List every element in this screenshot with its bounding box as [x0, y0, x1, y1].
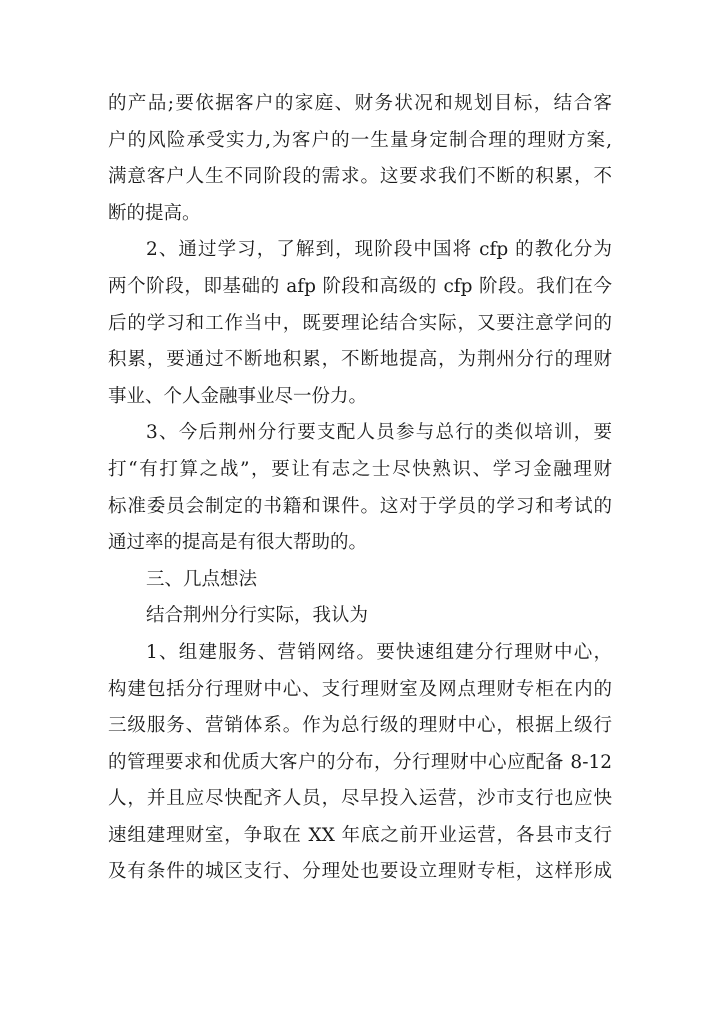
- text-line-22: 及有条件的城区支行、分理处也要设立理财专柜，这样形成: [108, 861, 612, 883]
- text-line-6: 两个阶段，即基础的 afp 阶段和高级的 cfp 阶段。我们在今: [108, 275, 612, 297]
- text-line-5: 2、通过学习，了解到，现阶段中国将 cfp 的教化分为: [146, 239, 612, 261]
- text-line-17: 构建包括分行理财中心、支行理财室及网点理财专柜在内的: [108, 678, 612, 700]
- text-line-8: 积累，要通过不断地积累，不断地提高，为荆州分行的理财: [108, 349, 612, 371]
- text-line-21: 速组建理财室，争取在 XX 年底之前开业运营，各县市支行: [108, 824, 612, 846]
- text-line-4: 断的提高。: [108, 202, 201, 224]
- text-line-13: 通过率的提高是有很大帮助的。: [108, 532, 368, 554]
- text-line-2: 户的风险承受实力,为客户的一生量身定制合理的理财方案,: [108, 129, 612, 151]
- text-line-19: 的管理要求和优质大客户的分布，分行理财中心应配备 8-12: [108, 751, 612, 773]
- text-line-10: 3、今后荆州分行要支配人员参与总行的类似培训，要: [146, 422, 612, 444]
- text-line-11: 打“有打算之战”，要让有志之士尽快熟识、学习金融理财: [108, 458, 612, 480]
- text-line-20: 人，并且应尽快配齐人员，尽早投入运营，沙市支行也应快: [108, 788, 612, 810]
- text-line-9: 事业、个人金融事业尽一份力。: [108, 385, 368, 407]
- text-line-12: 标准委员会制定的书籍和课件。这对于学员的学习和考试的: [108, 495, 612, 517]
- document-body: [108, 86, 612, 891]
- text-line-15: 结合荆州分行实际，我认为: [146, 605, 369, 627]
- text-line-18: 三级服务、营销体系。作为总行级的理财中心，根据上级行: [108, 715, 612, 737]
- text-line-7: 后的学习和工作当中，既要理论结合实际，又要注意学问的: [108, 312, 612, 334]
- text-line-3: 满意客户人生不同阶段的需求。这要求我们不断的积累，不: [108, 166, 612, 188]
- section-heading: 三、几点想法: [146, 568, 258, 590]
- text-line-1: 的产品;要依据客户的家庭、财务状况和规划目标，结合客: [108, 93, 612, 114]
- text-line-16: 1、组建服务、营销网络。要快速组建分行理财中心，: [146, 641, 612, 663]
